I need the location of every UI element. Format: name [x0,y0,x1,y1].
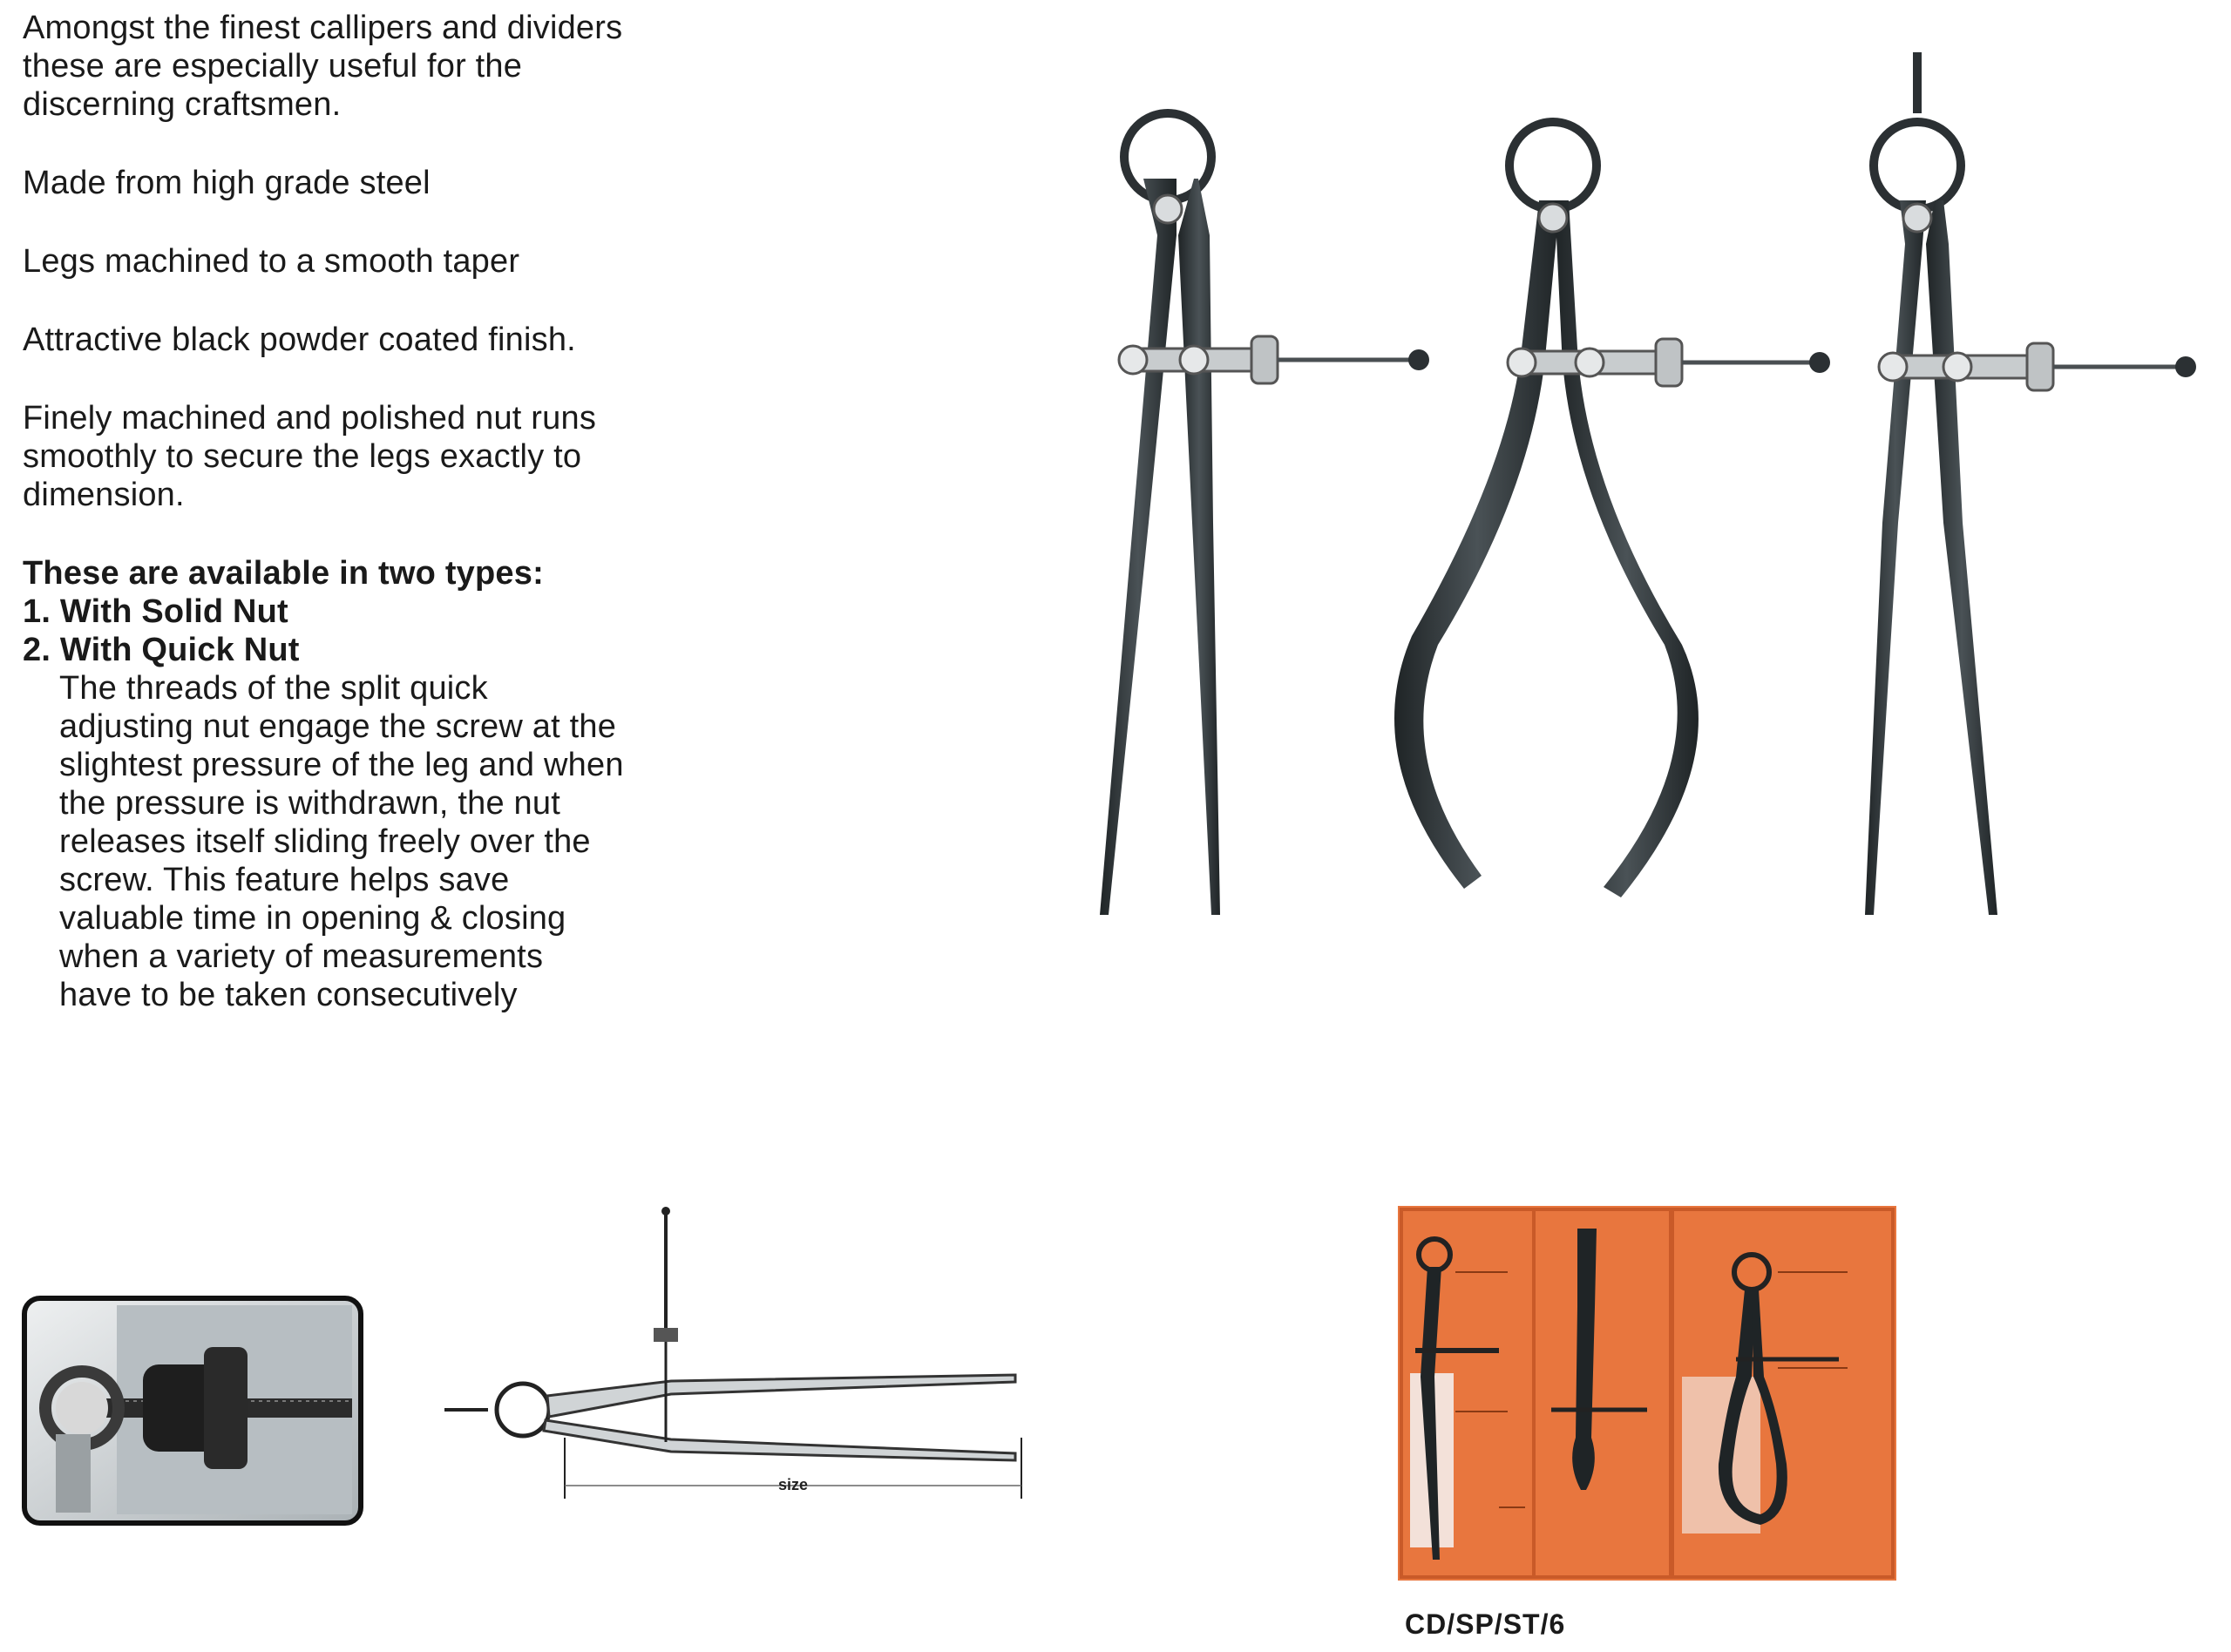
size-label: size [777,1476,809,1493]
feature-4: Finely machined and polished nut runs smoothly to secure the legs exactly to dimension. [23,400,597,513]
quick-nut-description: The threads of the split quick adjusting nut engage the screw at the slightest pressure of the leg and when the pressure is withdrawn, the nut releases itself sliding freely over the screw. This feature helps save valuable time in opening & closing when a variety of measurements have to be taken consecutively [59,670,624,1013]
intro-text: Amongst the finest callipers and dividers these are especially useful for the discerning craftsmen. [23,10,623,123]
description-column [23,9,624,1014]
divider-right [1865,52,2196,915]
feature-2: Legs machined to a smooth taper [23,243,520,280]
callipers-illustration [1046,35,2231,941]
types-heading: These are available in two types: [23,555,544,592]
type-solid-nut: 1. With Solid Nut [23,593,288,630]
calliper-set-case [1394,1202,1900,1586]
feature-1: Made from high grade steel [23,165,431,201]
set-caption: CD/SP/ST/6 [1405,1608,1566,1640]
quick-nut-closeup [21,1295,364,1527]
size-diagram [436,1202,1046,1516]
outside-calliper [1394,122,1830,897]
divider-left [1100,113,1429,915]
feature-3: Attractive black powder coated finish. [23,322,576,358]
type-quick-nut: 2. With Quick Nut [23,632,300,668]
